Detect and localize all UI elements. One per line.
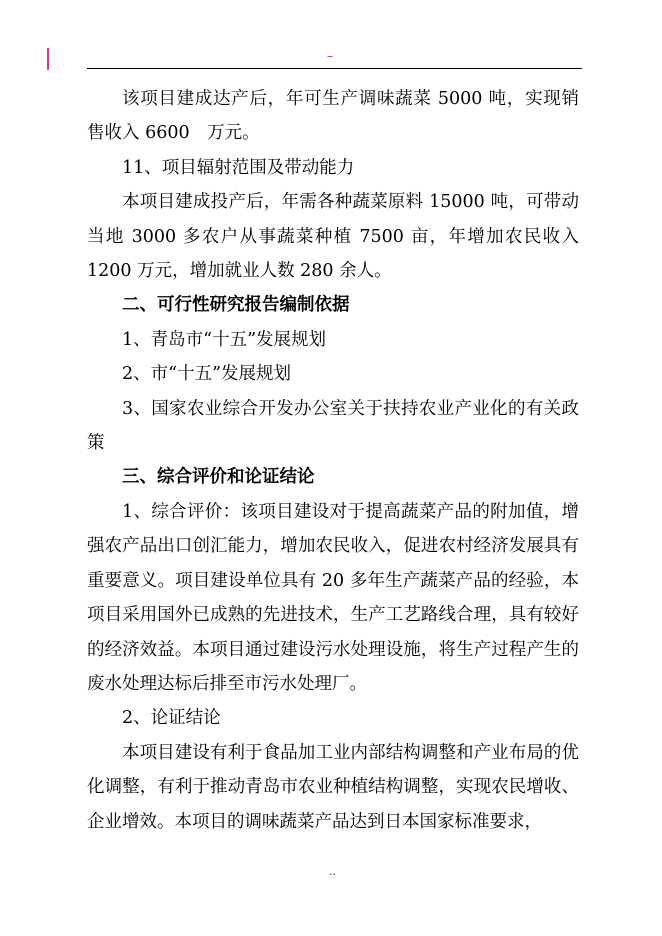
- basis-item-1: 1、青岛市“十五”发展规划: [122, 329, 327, 350]
- basis-item-3: 3、国家农业综合开发办公室关于扶持农业产业化的有关政策: [87, 398, 579, 454]
- conclusion-subheading: 2、论证结论: [122, 708, 221, 729]
- basis-item-2: 2、市“十五”发展规划: [122, 364, 292, 385]
- paragraph-radiation-capacity: 本项目建成投产后，年需各种蔬菜原料 15000 吨，可带动当地 3000 多农户从事蔬菜种植 7500 亩，年增加农民收入 1200 万元，增加就业人数 280 余人。: [87, 192, 579, 282]
- paragraph-conclusion: 本项目建设有利于食品加工业内部结构调整和产业布局的优化调整，有利于推动青岛市农业种植结构调整，实现农民增收、企业增效。本项目的调味蔬菜产品达到日本国家标准要求，: [87, 742, 579, 832]
- footer-mark: ..: [329, 865, 336, 878]
- section-heading-2: 二、可行性研究报告编制依据: [122, 295, 350, 316]
- paragraph-comprehensive-evaluation: 1、综合评价：该项目建设对于提高蔬菜产品的附加值，增强农产品出口创汇能力，增加农民收入，促进农村经济发展具有重要意义。项目建设单位具有 20 多年生产蔬菜产品的经验，本项目采用国外已成熟的先进技术，生产工艺路线合理，具有较好的经济效益。本项目通过建设污水处理设施，将生产过程产生的废水处理达标后排至市污水处理厂。: [87, 501, 579, 694]
- header-mark: –: [327, 49, 333, 63]
- section-item-11-title: 11、项目辐射范围及带动能力: [122, 157, 355, 178]
- header-rule: [87, 68, 582, 69]
- paragraph-output-summary: 该项目建成达产后，年可生产调味蔬菜 5000 吨，实现销售收入 6600 万元。: [87, 89, 579, 144]
- section-heading-3: 三、综合评价和论证结论: [122, 467, 315, 488]
- margin-marker: [47, 48, 49, 70]
- document-body: [87, 82, 579, 839]
